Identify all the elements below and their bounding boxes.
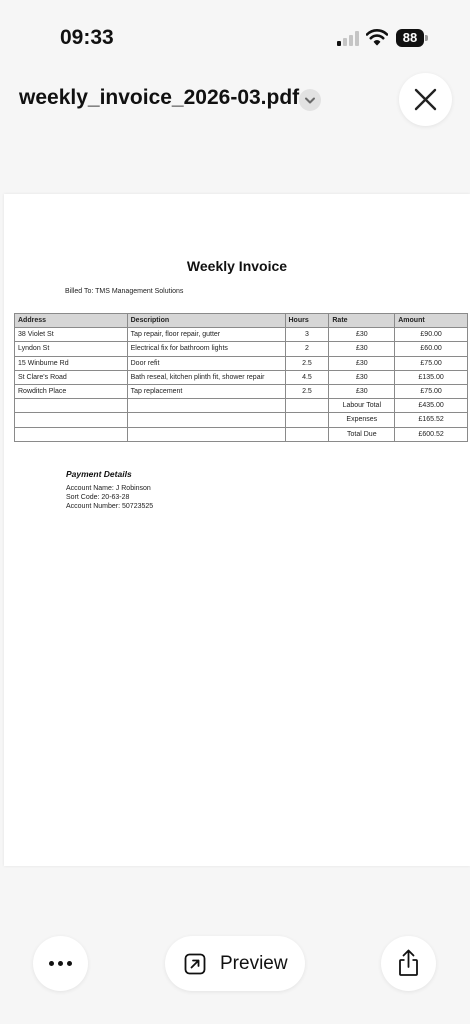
- cell-hours: 4.5: [285, 370, 329, 384]
- account-number: Account Number: 50723525: [66, 503, 154, 510]
- column-header: Description: [127, 314, 285, 328]
- column-header: Rate: [329, 314, 395, 328]
- table-row: [15, 342, 468, 356]
- preview-label: Preview: [220, 953, 288, 974]
- wifi-icon: [366, 28, 388, 46]
- cell-address: 38 Violet St: [15, 328, 128, 342]
- cell-rate: £30: [329, 328, 395, 342]
- cell-hours: 2.5: [285, 384, 329, 398]
- sort-code: Sort Code: 20-63-28: [66, 494, 130, 501]
- total-label: Labour Total: [329, 399, 395, 413]
- cell-description: Bath reseal, kitchen plinth fit, shower repair: [127, 370, 285, 384]
- cell-rate: £30: [329, 342, 395, 356]
- payment-details-title: Payment Details: [66, 469, 132, 479]
- more-icon: [49, 961, 54, 966]
- chevron-down-icon: [299, 89, 321, 111]
- total-value: £600.52: [395, 427, 468, 441]
- account-name: Account Name: J Robinson: [66, 485, 151, 492]
- total-label: Total Due: [329, 427, 395, 441]
- share-button[interactable]: [381, 936, 436, 991]
- cell-hours: 2: [285, 342, 329, 356]
- cell-address: Lyndon St: [15, 342, 128, 356]
- cell-rate: £30: [329, 384, 395, 398]
- status-time: 09:33: [60, 26, 114, 49]
- total-value: £165.52: [395, 413, 468, 427]
- cell-description: Door refit: [127, 356, 285, 370]
- close-icon: [399, 73, 452, 126]
- table-row: [15, 356, 468, 370]
- document-page[interactable]: [4, 194, 470, 866]
- cell-amount: £135.00: [395, 370, 468, 384]
- share-icon: [381, 936, 436, 991]
- total-value: £435.00: [395, 399, 468, 413]
- close-button[interactable]: [399, 73, 452, 126]
- table-row: [15, 370, 468, 384]
- cell-rate: £30: [329, 370, 395, 384]
- billed-to: Billed To: TMS Management Solutions: [65, 288, 184, 295]
- column-header: Hours: [285, 314, 329, 328]
- cell-description: Tap replacement: [127, 384, 285, 398]
- more-button[interactable]: [33, 936, 88, 991]
- total-label: Expenses: [329, 413, 395, 427]
- open-external-icon: [184, 953, 206, 975]
- cell-amount: £75.00: [395, 384, 468, 398]
- battery-cap: [425, 35, 428, 41]
- file-name-title[interactable]: weekly_invoice_2026-03.pdf: [19, 86, 300, 109]
- status-bar: [0, 0, 470, 70]
- file-options-button[interactable]: [299, 89, 321, 111]
- cellular-signal-icon: [337, 31, 361, 46]
- cell-description: Electrical fix for bathroom lights: [127, 342, 285, 356]
- cell-address: Rowditch Place: [15, 384, 128, 398]
- cell-hours: 2.5: [285, 356, 329, 370]
- column-header: Address: [15, 314, 128, 328]
- table-row: [15, 328, 468, 342]
- column-header: Amount: [395, 314, 468, 328]
- totals-row: [15, 413, 468, 427]
- invoice-table: [14, 313, 468, 442]
- totals-row: [15, 427, 468, 441]
- cell-address: 15 Winburne Rd: [15, 356, 128, 370]
- table-row: [15, 384, 468, 398]
- table-header-row: [15, 314, 468, 328]
- totals-row: [15, 399, 468, 413]
- cell-amount: £90.00: [395, 328, 468, 342]
- cell-rate: £30: [329, 356, 395, 370]
- invoice-title: Weekly Invoice: [186, 258, 288, 274]
- cell-hours: 3: [285, 328, 329, 342]
- preview-button[interactable]: [165, 936, 305, 991]
- cell-description: Tap repair, floor repair, gutter: [127, 328, 285, 342]
- cell-amount: £75.00: [395, 356, 468, 370]
- cell-amount: £60.00: [395, 342, 468, 356]
- battery-icon: 88: [396, 29, 424, 47]
- cell-address: St Clare's Road: [15, 370, 128, 384]
